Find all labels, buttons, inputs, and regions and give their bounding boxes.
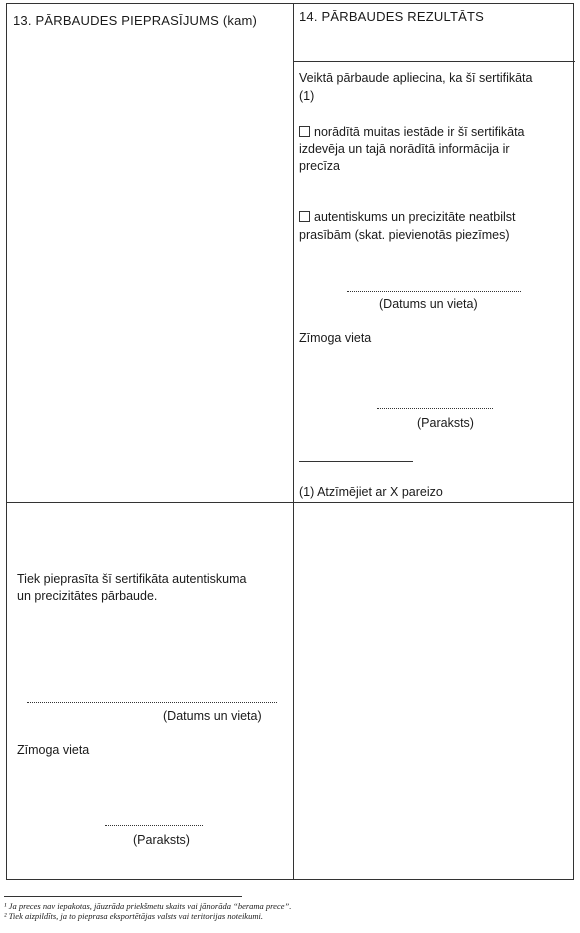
box14-option1-line3: precīza: [299, 159, 340, 173]
option2-line1: autentiskums un precizitāte neatbilst: [314, 210, 516, 224]
box14-intro-ref: (1): [299, 89, 315, 103]
box14-stamp-label: Zīmoga vieta: [299, 331, 372, 345]
box14-date-place-label: (Datums un vieta): [379, 297, 478, 311]
box14-note-rule: [299, 461, 413, 462]
box14-date-place-line[interactable]: [347, 291, 521, 292]
box14-note-text: Atzīmējiet ar X pareizo: [317, 485, 443, 499]
footnote-2: ² Tiek aizpildīts, ja to pieprasa eksportētājas valsts vai teritorijas noteikumi.: [4, 911, 263, 921]
box14-intro-line1: Veiktā pārbaude apliecina, ka šī sertifikāta: [299, 71, 533, 85]
box13-date-place-label: (Datums un vieta): [163, 709, 262, 723]
box13-request-text-line1: Tiek pieprasīta šī sertifikāta autentiskuma: [17, 572, 247, 586]
box14-option2: [299, 209, 516, 226]
box14-option1-line2: izdevēja un tajā norādītā informācija ir: [299, 142, 510, 156]
column-divider: [293, 4, 294, 879]
box14-option2-line2: prasībām (skat. pievienotās piezīmes): [299, 228, 510, 242]
option2-checkbox[interactable]: [299, 211, 310, 222]
box13-request-text-line2: un precizitātes pārbaude.: [17, 589, 158, 603]
box13-heading: 13. PĀRBAUDES PIEPRASĪJUMS (kam): [13, 13, 258, 28]
row-divider: [7, 502, 573, 503]
box13-signature-label: (Paraksts): [133, 833, 190, 847]
option1-line1: norādītā muitas iestāde ir šī sertifikāta: [314, 125, 525, 139]
option1-checkbox[interactable]: [299, 126, 310, 137]
box13-signature-line[interactable]: [105, 825, 203, 826]
box13-stamp-label: Zīmoga vieta: [17, 743, 90, 757]
footnote-rule: [4, 896, 242, 897]
box14-note: [299, 484, 443, 501]
box14-signature-label: (Paraksts): [417, 416, 474, 430]
box14-heading-divider: [293, 61, 575, 62]
footnote-1: ¹ Ja preces nav iepakotas, jāuzrāda priekšmetu skaits vai jānorāda “berama prece”.: [4, 901, 292, 911]
box14-signature-line[interactable]: [377, 408, 493, 409]
box13-date-place-line[interactable]: [27, 702, 277, 703]
certificate-form: [6, 3, 574, 880]
box14-note-ref: (1): [299, 485, 315, 499]
box14-heading: 14. PĀRBAUDES REZULTĀTS: [299, 9, 484, 24]
box14-option1: [299, 124, 525, 141]
